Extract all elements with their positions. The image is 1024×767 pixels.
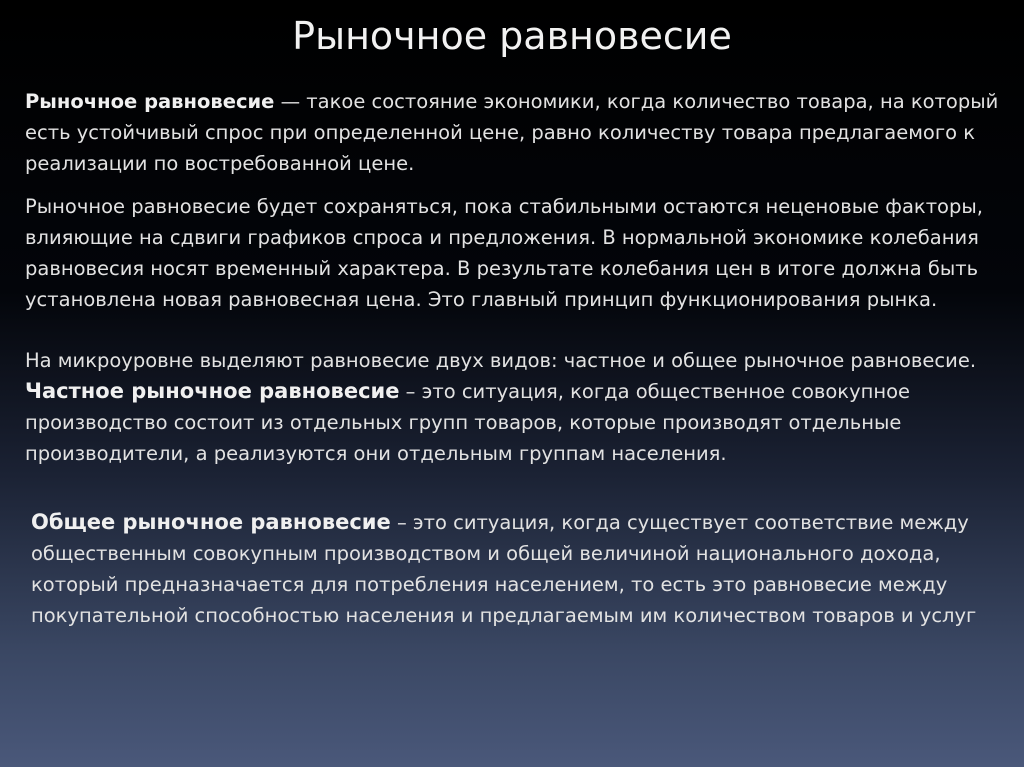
stability-paragraph: Рыночное равновесие будет сохраняться, пока стабильными остаются неценовые факторы, влияющие на сдвиги графиков спроса и предложения. В нормальной экономике колебания равновесия носят временный характера. В результате колебания цен в итоге должна быть установлена новая равновесная цена. Это главный принцип функционирования рынка.	[25, 195, 983, 311]
partial-term: Частное рыночное равновесие	[25, 379, 400, 403]
micro-paragraph: На микроуровне выделяют равновесие двух видов: частное и общее рыночное равновесие.	[25, 349, 977, 372]
general-term: Общее рыночное равновесие	[31, 510, 391, 534]
general-paragraph	[25, 507, 1000, 631]
slide-title: Рыночное равновесие	[292, 14, 732, 58]
definition-term: Рыночное равновесие	[25, 90, 275, 113]
definition-text: — такое состояние экономики, когда количество товара, на который есть устойчивый спрос при определенной цене, равно количеству товара предлагаемого к реализации по востребованной цене.	[25, 90, 999, 175]
definition-paragraph	[25, 86, 1000, 179]
general-text: – это ситуация, когда существует соответствие между общественным совокупным производством и общей величиной национального дохода, который предназначается для потребления населением, то есть это равновесие между покупательной способностью населения и предлагаемым им количеством товаров и услуг	[31, 511, 977, 627]
partial-paragraph	[25, 376, 1000, 469]
partial-text: – это ситуация, когда общественное совокупное производство состоит из отдельных групп товаров, которые производят отдельные производители, а реализуются они отдельным группам населения.	[25, 380, 911, 465]
slide-content	[25, 86, 1000, 631]
